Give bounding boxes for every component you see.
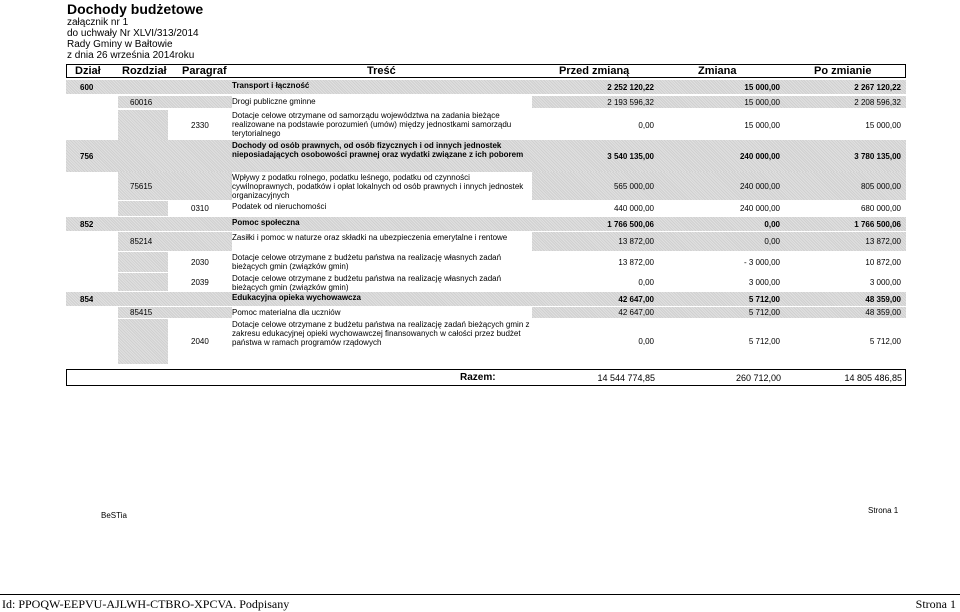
col-po: Po zmianie xyxy=(814,65,872,77)
page-number: Strona 1 xyxy=(868,506,899,515)
value-po: 15 000,00 xyxy=(865,120,901,130)
table-row-paragraf xyxy=(66,201,906,216)
rozdzial-code: 60016 xyxy=(130,97,153,107)
tresc-text: Dotacje celowe otrzymane z budżetu państwa na realizację własnych zadań bieżących gmin (związków gmin) xyxy=(232,274,502,292)
value-po: 48 359,00 xyxy=(865,308,901,317)
document-id: Id: PPOQW-EEPVU-AJLWH-CTBRO-XPCVA. Podpisany xyxy=(2,597,290,611)
tresc-text: Pomoc społeczna xyxy=(232,218,300,227)
table-header xyxy=(66,64,906,78)
value-zmiana: 240 000,00 xyxy=(739,151,780,161)
paragraf-code: 2040 xyxy=(191,337,209,346)
value-zmiana: 15 000,00 xyxy=(744,82,780,92)
col-dzial: Dział xyxy=(75,65,101,77)
paragraf-indent-shading xyxy=(118,252,168,272)
col-rozdzial: Rozdział xyxy=(122,65,167,77)
value-po: 680 000,00 xyxy=(860,204,901,213)
paragraf-indent-shading xyxy=(118,273,168,291)
paragraf-code: 2039 xyxy=(191,277,209,287)
value-zmiana: 15 000,00 xyxy=(744,97,780,107)
value-po: 2 208 596,32 xyxy=(854,97,901,107)
tresc-text: Transport i łączność xyxy=(232,81,310,90)
value-zmiana: 15 000,00 xyxy=(744,120,780,130)
rozdzial-code: 85214 xyxy=(130,237,153,246)
table-row-paragraf xyxy=(66,319,906,364)
tresc-text: Drogi publiczne gminne xyxy=(232,97,316,106)
tresc-text: Dotacje celowe otrzymane od samorządu województwa na zadania bieżące realizowane na podstawie porozumień (umów) między jednostkami samorządu terytorialnego xyxy=(232,111,512,138)
razem-przed: 14 544 774,85 xyxy=(597,373,655,383)
value-zmiana: 0,00 xyxy=(764,219,780,229)
paragraf-indent-shading xyxy=(118,201,168,216)
table-row-paragraf xyxy=(66,273,906,291)
value-po: 805 000,00 xyxy=(860,181,901,191)
value-zmiana: 5 712,00 xyxy=(748,337,780,346)
paragraf-code: 0310 xyxy=(191,204,209,213)
dzial-code: 600 xyxy=(80,82,94,92)
rozdzial-code: 75615 xyxy=(130,181,153,191)
tresc-text: Dotacje celowe otrzymane z budżetu państwa na realizację zadań bieżących gmin z zakresu edukacyjnej opieki wychowawczej finansowanych w całości przez budżet państwa w ramach programów rządowych xyxy=(232,320,530,347)
header-line-2: do uchwały Nr XLVI/313/2014 xyxy=(67,28,199,39)
razem-zmiana: 260 712,00 xyxy=(735,373,781,383)
value-przed: 3 540 135,00 xyxy=(607,151,654,161)
value-przed: 0,00 xyxy=(638,120,654,130)
paragraf-code: 2330 xyxy=(191,120,209,130)
table-row-rozdzial xyxy=(66,232,906,251)
value-przed: 13 872,00 xyxy=(618,257,654,267)
col-tresc: Treść xyxy=(367,65,396,77)
table-row-paragraf xyxy=(66,252,906,272)
value-przed: 2 193 596,32 xyxy=(607,97,654,107)
paragraf-indent-shading xyxy=(118,319,168,364)
col-paragraf: Paragraf xyxy=(182,65,227,77)
dzial-code: 852 xyxy=(80,219,94,229)
tresc-text: Pomoc materialna dla uczniów xyxy=(232,308,341,317)
value-przed: 0,00 xyxy=(638,277,654,287)
header-line-1: załącznik nr 1 xyxy=(67,17,129,28)
value-po: 10 872,00 xyxy=(865,257,901,267)
razem-label: Razem: xyxy=(460,372,496,383)
value-przed: 440 000,00 xyxy=(613,204,654,213)
tresc-text: Zasiłki i pomoc w naturze oraz składki na ubezpieczenia emerytalne i rentowe xyxy=(232,233,508,242)
value-zmiana: 240 000,00 xyxy=(739,181,780,191)
value-zmiana: - 3 000,00 xyxy=(743,257,780,267)
bottom-page: Strona 1 xyxy=(915,597,956,611)
value-przed: 42 647,00 xyxy=(618,308,654,317)
value-zmiana: 3 000,00 xyxy=(748,277,780,287)
value-po: 48 359,00 xyxy=(865,294,901,304)
table-row-rozdzial xyxy=(66,96,906,108)
dzial-code: 854 xyxy=(80,294,94,304)
table-row-paragraf xyxy=(66,110,906,140)
table-row-rozdzial xyxy=(66,307,906,318)
value-zmiana: 5 712,00 xyxy=(748,308,780,317)
value-po: 5 712,00 xyxy=(869,337,901,346)
bestia-label: BeSTia xyxy=(101,511,127,520)
paragraf-code: 2030 xyxy=(191,257,209,267)
razem-po: 14 805 486,85 xyxy=(844,373,902,383)
value-po: 13 872,00 xyxy=(865,237,901,246)
value-przed: 0,00 xyxy=(638,337,654,346)
value-przed: 2 252 120,22 xyxy=(607,82,654,92)
tresc-text: Wpływy z podatku rolnego, podatku leśnego, podatku od czynności cywilnoprawnych, podatków i opłat lokalnych od osób prawnych i innych jednostek organizacyjnych xyxy=(232,173,524,200)
rozdzial-code: 85415 xyxy=(130,308,153,317)
document-title: Dochody budżetowe xyxy=(67,1,204,17)
value-po: 1 766 500,06 xyxy=(854,219,901,229)
value-po: 3 780 135,00 xyxy=(854,151,901,161)
header-line-3: Rady Gminy w Bałtowie xyxy=(67,39,173,50)
paragraf-indent-shading xyxy=(118,110,168,140)
table-row-dzial xyxy=(66,140,906,172)
value-zmiana: 240 000,00 xyxy=(739,204,780,213)
tresc-text: Dochody od osób prawnych, od osób fizycznych i od innych jednostek nieposiadających osobowości prawnej oraz wydatki związane z ich poborem xyxy=(232,141,524,159)
razem-row xyxy=(66,369,906,386)
value-przed: 13 872,00 xyxy=(618,237,654,246)
dzial-code: 756 xyxy=(80,151,94,161)
table-row-dzial xyxy=(66,217,906,231)
table-row-rozdzial xyxy=(66,172,906,200)
table-row-dzial xyxy=(66,292,906,306)
header-line-4: z dnia 26 września 2014roku xyxy=(67,50,195,61)
tresc-text: Dotacje celowe otrzymane z budżetu państwa na realizację własnych zadań bieżących gmin (związków gmin) xyxy=(232,253,502,271)
tresc-text: Podatek od nieruchomości xyxy=(232,202,327,211)
value-po: 2 267 120,22 xyxy=(854,82,901,92)
value-przed: 1 766 500,06 xyxy=(607,219,654,229)
col-zmiana: Zmiana xyxy=(698,65,737,77)
value-zmiana: 0,00 xyxy=(764,237,780,246)
table-row-dzial xyxy=(66,80,906,94)
col-przed: Przed zmianą xyxy=(559,65,630,77)
value-przed: 565 000,00 xyxy=(613,181,654,191)
value-po: 3 000,00 xyxy=(869,277,901,287)
tresc-text: Edukacyjna opieka wychowawcza xyxy=(232,293,361,302)
value-zmiana: 5 712,00 xyxy=(748,294,780,304)
bottom-divider xyxy=(0,594,960,595)
value-przed: 42 647,00 xyxy=(618,294,654,304)
